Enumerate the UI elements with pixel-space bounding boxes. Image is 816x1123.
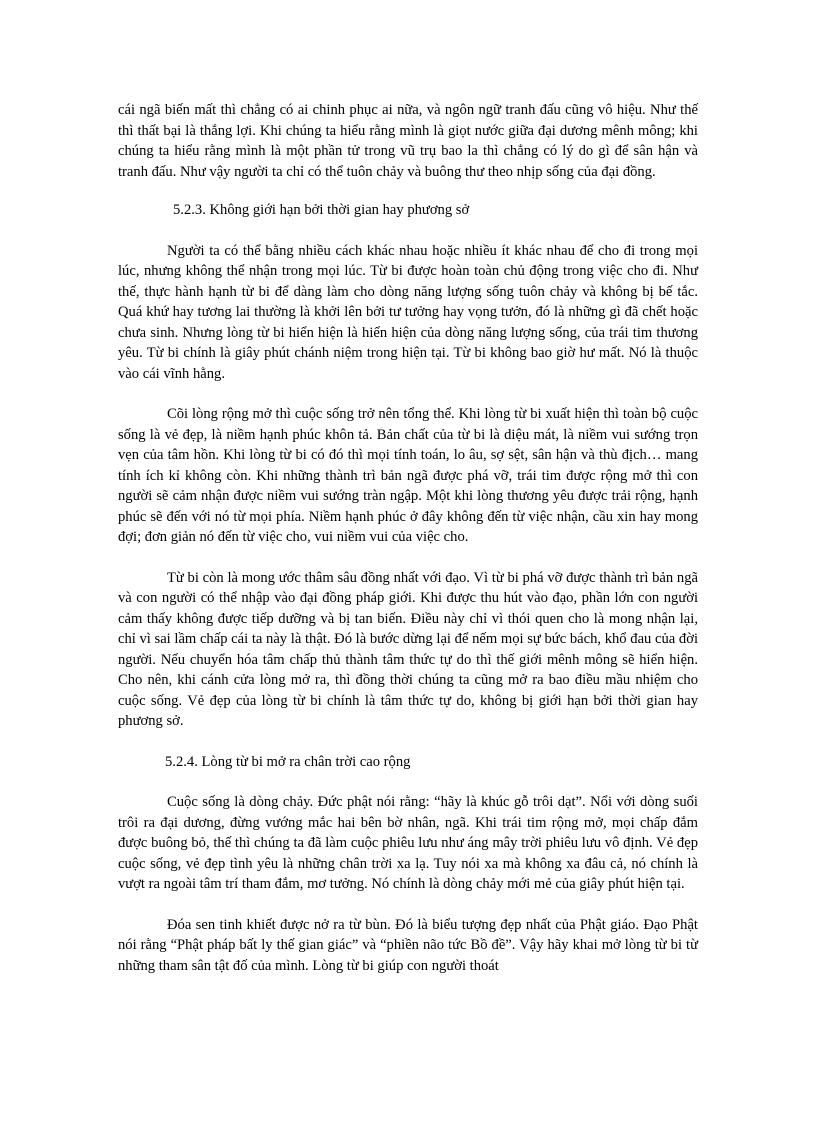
paragraph: Từ bi còn là mong ước thâm sâu đồng nhất với đạo. Vì từ bi phá vỡ được thành trì bản ngã và con người có thể nhập vào đại đồng pháp giới. Khi được thu hút vào đạo, phần lớn con người cảm thấy không được tiếp dưỡng và bị tan biến. Điều này chỉ vì thói quen cho là mong nhận lại, chỉ vì sai lầm chấp cái ta này là thật. Đó là bước dừng lại để nếm mọi sự bức bách, khổ đau của đời người. Nếu chuyển hóa tâm chấp thủ thành tâm thức tự do thì thế giới mênh mông sẽ hiển hiện. Cho nên, khi cánh cửa lòng mở ra, thì đồng thời chúng ta cũng mở ra bao điều mầu nhiệm cho cuộc sống. Vẻ đẹp của lòng từ bi chính là tâm thức tự do, không bị giới hạn bởi thời gian hay phương sở. xyxy=(118,569,698,729)
document-page xyxy=(118,100,698,996)
paragraph: cái ngã biến mất thì chẳng có ai chinh phục ai nữa, và ngôn ngữ tranh đấu cũng vô hiệu. Như thế thì thất bại là thắng lợi. Khi chúng ta hiểu rằng mình là giọt nước giữa đại dương mênh mông; khi chúng ta hiểu rằng mình là một phần tử trong vũ trụ bao la thì chẳng có lý do gì để sân hận và tranh đấu. Như vậy người ta chỉ có thể tuôn chảy và buông thư theo nhịp sống của đại đồng. xyxy=(118,102,698,180)
paragraph: Cuộc sống là dòng chảy. Đức phật nói rằng: “hãy là khúc gỗ trôi dạt”. Nổi với dòng suối trôi ra đại dương, đừng vướng mắc hai bên bờ nhân, ngã. Khi trái tim rộng mở, mọi chấp đắm được buông bỏ, thế thì chúng ta đã làm cuộc phiêu lưu như áng mây trời phiêu lưu vô định. Vẻ đẹp cuộc sống, vẻ đẹp tình yêu là những chân trời xa lạ. Tuy nói xa mà không xa đâu cả, nó chính là vượt ra ngoài tâm trí tham đắm, mơ tưởng. Nó chính là dòng chảy mới mẻ của giây phút hiện tại. xyxy=(118,794,698,892)
paragraph: Người ta có thể bằng nhiều cách khác nhau hoặc nhiều ít khác nhau để cho đi trong mọi lúc, nhưng không thể nhận trong mọi lúc. Từ bi được hoàn toàn chủ động trong việc cho đi. Như thế, thực hành hạnh từ bi để dàng làm cho dòng năng lượng sống tuôn chảy và không bị bế tắc. Quá khứ hay tương lai thường là khởi lên bởi tư tưởng hay vọng tưởn, đó là những gì đã chết hoặc chưa sinh. Nhưng lòng từ bi hiển hiện là hiển hiện của dòng năng lượng sống, của trái tim thương yêu. Từ bi chính là giây phút chánh niệm trong hiện tại. Từ bi không bao giờ hư mất. Nó là thuộc vào cái vĩnh hằng. xyxy=(118,242,698,382)
section-heading: 5.2.3. Không giới hạn bởi thời gian hay phương sở xyxy=(173,202,470,218)
paragraph: Cõi lòng rộng mở thì cuộc sống trở nên tổng thể. Khi lòng từ bi xuất hiện thì toàn bộ cuộc sống là vẻ đẹp, là niềm hạnh phúc khôn tả. Bản chất của từ bi là diệu mát, là niềm vui sướng trọn vẹn của tâm hồn. Khi lòng từ bi có đó thì mọi tính toán, lo âu, sợ sệt, sân hận và thù địch… mang tính ích kỉ không còn. Khi những thành trì bản ngã được phá vỡ, trái tim được rộng mở thì con người sẽ cảm nhận được niềm vui sướng tràn ngập. Một khi lòng thương yêu được trải rộng, hạnh phúc sẽ đến với nó từ mọi phía. Niềm hạnh phúc ở đây không đến từ việc nhận, cầu xin hay mong đợi; đơn giản nó đến từ việc cho, vui niềm vui của việc cho. xyxy=(118,406,698,545)
paragraph: Đóa sen tinh khiết được nở ra từ bùn. Đó là biểu tượng đẹp nhất của Phật giáo. Đạo Phật nói rằng “Phật pháp bất ly thế gian giác” và “phiền não tức Bồ đề”. Vậy hãy khai mở lòng từ bi từ những tham sân tật đố của mình. Lòng từ bi giúp con người thoát xyxy=(118,916,698,974)
section-heading: 5.2.4. Lòng từ bi mở ra chân trời cao rộng xyxy=(165,753,411,770)
